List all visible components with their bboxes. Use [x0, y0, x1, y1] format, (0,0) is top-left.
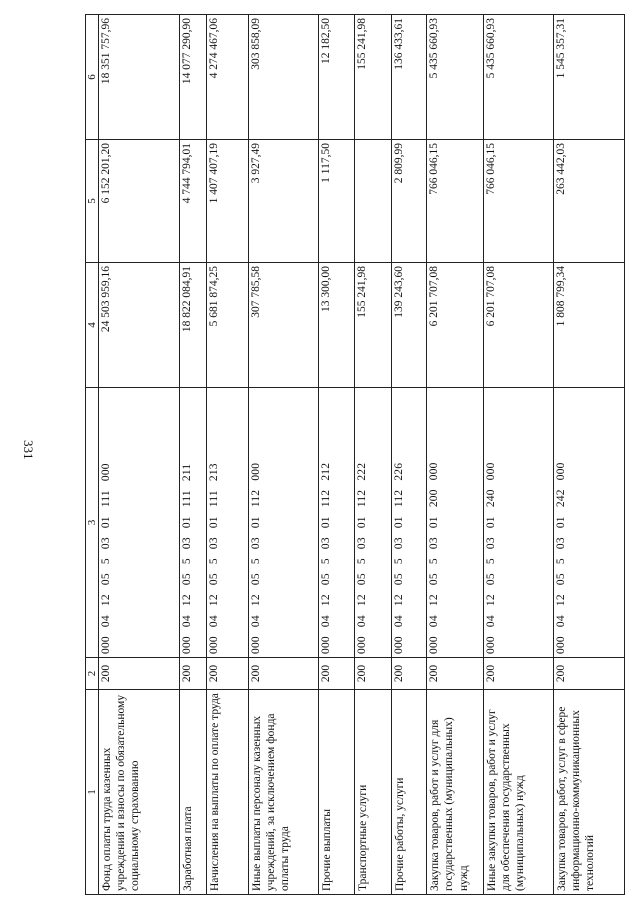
- row-name: Прочие выплаты: [319, 690, 354, 895]
- row-code: 200: [180, 658, 207, 690]
- row-code: 200: [554, 658, 625, 690]
- table-row: [483, 15, 554, 895]
- row-code: 200: [248, 658, 319, 690]
- header-row: [86, 15, 99, 895]
- table-row: [248, 15, 319, 895]
- row-name: Фонд оплаты труда казенных учреждений и взносы по обязательному социальному страхованию: [99, 690, 180, 895]
- budget-table: [85, 14, 625, 895]
- row-kbk: 000 04 12 05 5 03 01 112 000: [248, 388, 319, 658]
- row-value-4: 5 681 874,25: [207, 263, 249, 388]
- row-value-5: [354, 140, 391, 263]
- table-row: [392, 15, 427, 895]
- row-value-4: 6 201 707,08: [483, 263, 554, 388]
- row-value-5: 3 927,49: [248, 140, 319, 263]
- column-header-3: 3: [86, 388, 99, 658]
- row-value-6: 136 433,61: [392, 15, 427, 140]
- rotated-table-container: [85, 15, 625, 895]
- column-header-1: 1: [86, 690, 99, 895]
- row-value-6: 18 351 757,96: [99, 15, 180, 140]
- row-value-6: 5 435 660,93: [483, 15, 554, 140]
- row-value-4: 6 201 707,08: [427, 263, 483, 388]
- row-code: 200: [319, 658, 354, 690]
- row-kbk: 000 04 12 05 5 03 01 242 000: [554, 388, 625, 658]
- row-value-5: 766 046,15: [427, 140, 483, 263]
- table-row: [180, 15, 207, 895]
- table-row: [207, 15, 249, 895]
- row-value-5: 1 117,50: [319, 140, 354, 263]
- row-value-6: 14 077 290,90: [180, 15, 207, 140]
- row-value-4: 1 808 799,34: [554, 263, 625, 388]
- row-value-4: 139 243,60: [392, 263, 427, 388]
- row-name: Прочие работы, услуги: [392, 690, 427, 895]
- row-value-5: 263 442,03: [554, 140, 625, 263]
- row-value-4: 155 241,98: [354, 263, 391, 388]
- column-header-4: 4: [86, 263, 99, 388]
- row-value-6: 12 182,50: [319, 15, 354, 140]
- row-code: 200: [427, 658, 483, 690]
- row-kbk: 000 04 12 05 5 03 01 112 212: [319, 388, 354, 658]
- row-value-6: 4 274 467,06: [207, 15, 249, 140]
- row-name: Иные выплаты персоналу казенных учреждений, за исключением фонда оплаты труда: [248, 690, 319, 895]
- table-row: [354, 15, 391, 895]
- row-value-5: 2 809,99: [392, 140, 427, 263]
- row-name: Иные закупки товаров, работ и услуг для обеспечения государственных (муниципальных) нужд: [483, 690, 554, 895]
- row-name: Закупка товаров, работ и услуг для государственных (муниципальных) нужд: [427, 690, 483, 895]
- row-value-4: 13 300,00: [319, 263, 354, 388]
- row-code: 200: [207, 658, 249, 690]
- row-value-5: 6 152 201,20: [99, 140, 180, 263]
- row-kbk: 000 04 12 05 5 03 01 112 226: [392, 388, 427, 658]
- row-code: 200: [392, 658, 427, 690]
- row-kbk: 000 04 12 05 5 03 01 111 211: [180, 388, 207, 658]
- row-value-6: 155 241,98: [354, 15, 391, 140]
- row-kbk: 000 04 12 05 5 03 01 112 222: [354, 388, 391, 658]
- row-value-5: 766 046,15: [483, 140, 554, 263]
- row-value-4: 18 822 084,91: [180, 263, 207, 388]
- row-name: Заработная плата: [180, 690, 207, 895]
- column-header-2: 2: [86, 658, 99, 690]
- column-header-6: 6: [86, 15, 99, 140]
- row-kbk: 000 04 12 05 5 03 01 111 213: [207, 388, 249, 658]
- row-name: Начисления на выплаты по оплате труда: [207, 690, 249, 895]
- row-name: Транспортные услуги: [354, 690, 391, 895]
- row-value-4: 307 785,58: [248, 263, 319, 388]
- row-code: 200: [99, 658, 180, 690]
- column-header-5: 5: [86, 140, 99, 263]
- row-value-6: 303 858,09: [248, 15, 319, 140]
- row-value-4: 24 503 959,16: [99, 263, 180, 388]
- row-kbk: 000 04 12 05 5 03 01 240 000: [483, 388, 554, 658]
- row-kbk: 000 04 12 05 5 03 01 111 000: [99, 388, 180, 658]
- row-code: 200: [483, 658, 554, 690]
- table-row: [319, 15, 354, 895]
- table-row: [427, 15, 483, 895]
- row-name: Закупка товаров, работ, услуг в сфере информационно-коммуникационных технологий: [554, 690, 625, 895]
- row-value-5: 4 744 794,01: [180, 140, 207, 263]
- table-row: [554, 15, 625, 895]
- row-value-6: 1 545 357,31: [554, 15, 625, 140]
- row-kbk: 000 04 12 05 5 03 01 200 000: [427, 388, 483, 658]
- page-number: 331: [21, 440, 36, 460]
- table-row: [99, 15, 180, 895]
- row-code: 200: [354, 658, 391, 690]
- row-value-6: 5 435 660,93: [427, 15, 483, 140]
- row-value-5: 1 407 407,19: [207, 140, 249, 263]
